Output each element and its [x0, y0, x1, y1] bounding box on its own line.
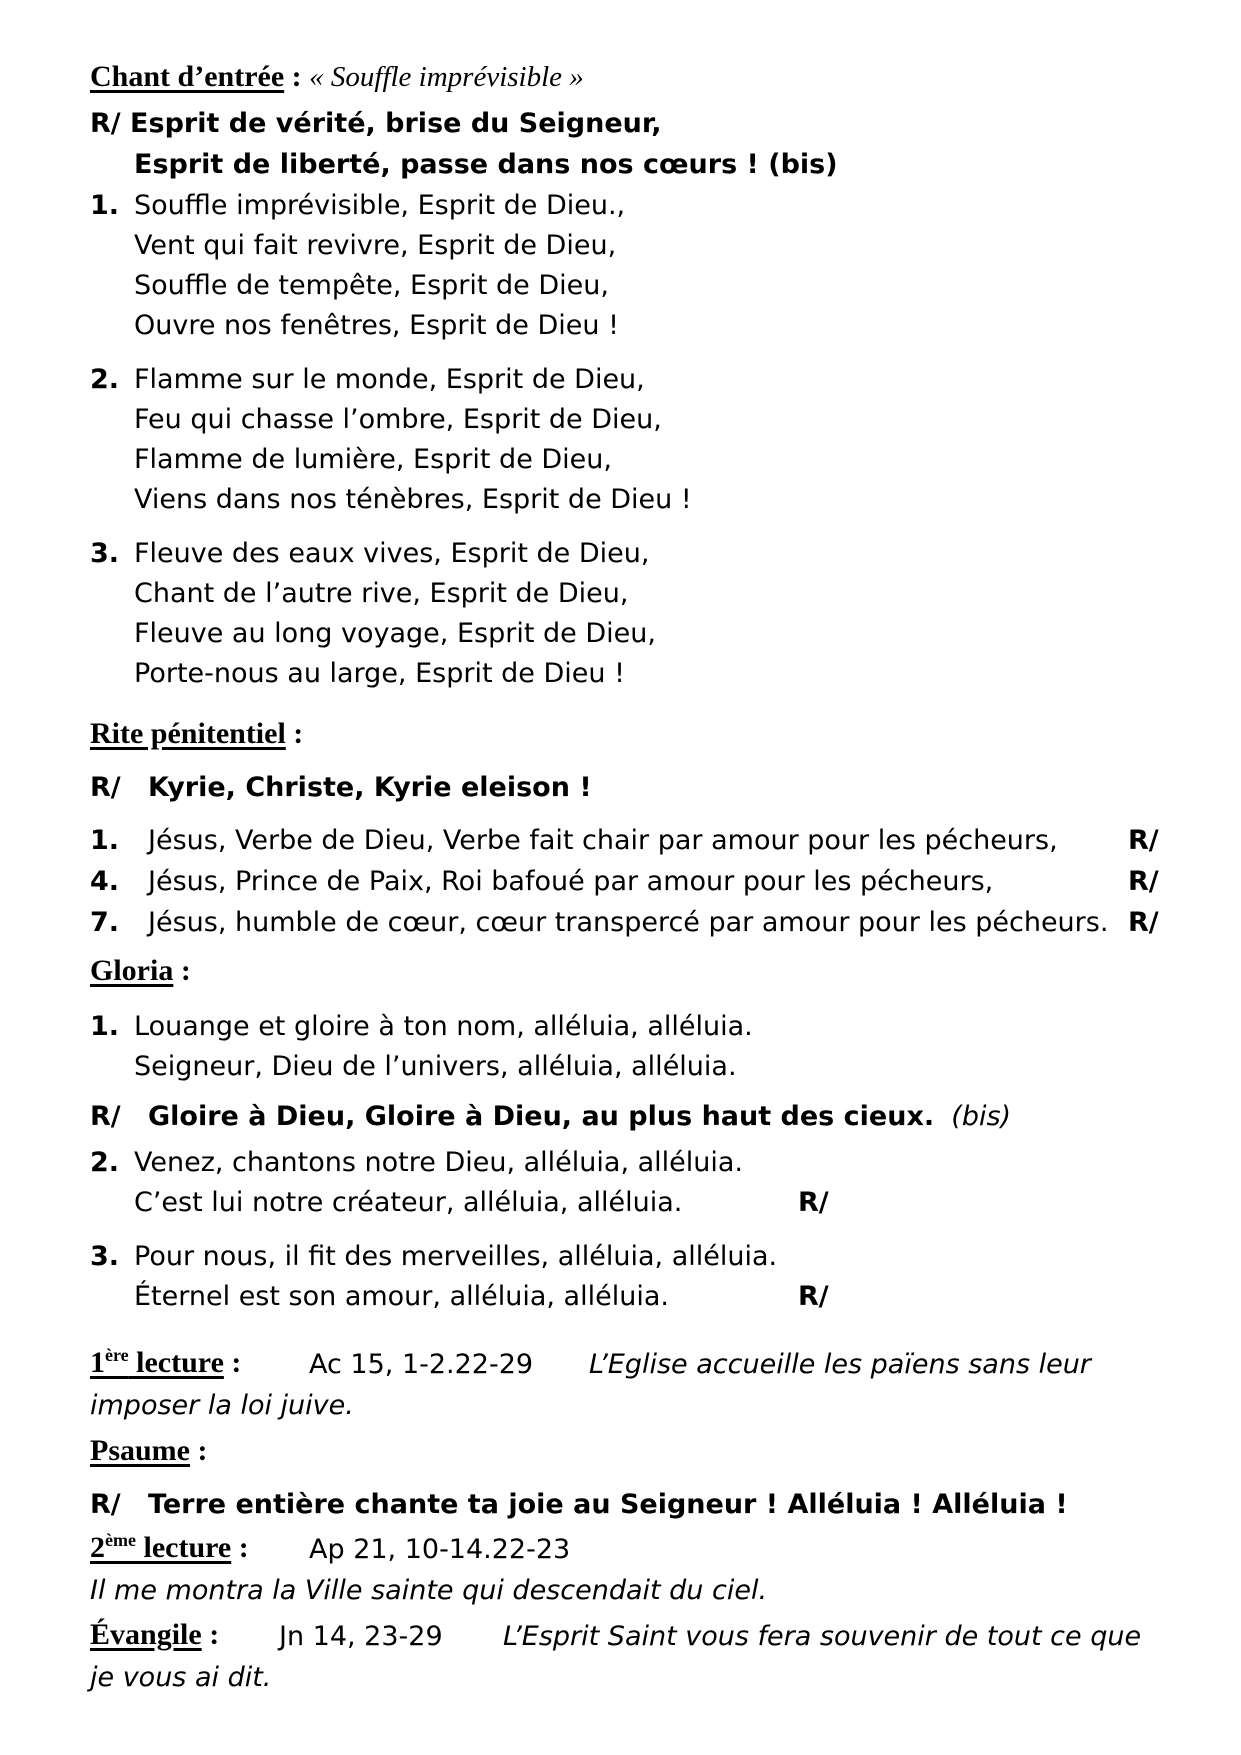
- lecture2-num: 2: [90, 1531, 105, 1564]
- gloria-verse-1-line-1: Louange et gloire à ton nom, alléluia, alléluia.: [134, 1011, 753, 1042]
- gloria-heading-row: [90, 954, 191, 988]
- entree-verse-1-line-1: Souffle imprévisible, Esprit de Dieu.,: [134, 190, 626, 221]
- penitentiel-item-1-text: Jésus, Verbe de Dieu, Verbe fait chair par amour pour les pécheurs,: [148, 825, 1058, 856]
- lecture1-sup: ère: [105, 1345, 129, 1365]
- psaume-heading: Psaume: [90, 1434, 190, 1467]
- entree-verse-1-num: 1.: [90, 190, 120, 221]
- evangile-heading: Évangile: [90, 1618, 202, 1651]
- lecture1-summary-2: imposer la loi juive.: [90, 1390, 354, 1421]
- penitentiel-item-2-num: 4.: [90, 866, 120, 897]
- lecture2-heading-row: [90, 1531, 249, 1565]
- penitentiel-item-2-text: Jésus, Prince de Paix, Roi bafoué par amour pour les pécheurs,: [148, 866, 994, 897]
- entree-verse-3-line-4: Porte-nous au large, Esprit de Dieu !: [134, 658, 625, 689]
- gloria-verse-3-line-1: Pour nous, il fit des merveilles, alléluia, alléluia.: [134, 1241, 778, 1272]
- penitentiel-heading: Rite pénitentiel: [90, 717, 286, 750]
- entree-refrain-1: R/ Esprit de vérité, brise du Seigneur,: [90, 108, 662, 139]
- gloria-verse-1-line-2: Seigneur, Dieu de l’univers, alléluia, alléluia.: [134, 1051, 737, 1082]
- gloria-verse-2-num: 2.: [90, 1147, 120, 1178]
- gloria-verse-3-num: 3.: [90, 1241, 120, 1272]
- penitentiel-item-3-r: R/: [1128, 907, 1159, 938]
- gloria-heading: Gloria: [90, 954, 174, 987]
- evangile-summary-2: je vous ai dit.: [90, 1662, 272, 1693]
- penitentiel-item-3-num: 7.: [90, 907, 120, 938]
- gloria-refrain: Gloire à Dieu, Gloire à Dieu, au plus haut des cieux.: [148, 1101, 935, 1132]
- entree-heading: Chant d’entrée: [90, 60, 285, 93]
- lecture1-heading: [90, 1346, 224, 1379]
- gloria-verse-3-r: R/: [798, 1281, 829, 1312]
- entree-refrain-2: Esprit de liberté, passe dans nos cœurs ! (bis): [134, 149, 838, 180]
- entree-verse-1-line-4: Ouvre nos fenêtres, Esprit de Dieu !: [134, 310, 619, 341]
- lecture1-num: 1: [90, 1346, 105, 1379]
- entree-verse-2-num: 2.: [90, 364, 120, 395]
- lecture1-ref: Ac 15, 1-2.22-29: [309, 1349, 534, 1380]
- penitentiel-heading-row: [90, 717, 303, 751]
- psaume-heading-row: [90, 1434, 208, 1468]
- entree-verse-1-line-2: Vent qui fait revivre, Esprit de Dieu,: [134, 230, 617, 261]
- lecture2-colon: :: [231, 1531, 249, 1564]
- entree-verse-1-line-3: Souffle de tempête, Esprit de Dieu,: [134, 270, 609, 301]
- lecture2-summary: Il me montra la Ville sainte qui descendait du ciel.: [90, 1575, 768, 1606]
- evangile-ref: Jn 14, 23-29: [279, 1621, 443, 1652]
- gloria-verse-2-line-2: C’est lui notre créateur, alléluia, alléluia.: [134, 1187, 683, 1218]
- gloria-refrain-label: R/: [90, 1101, 121, 1132]
- lecture1-word: lecture: [128, 1346, 224, 1379]
- gloria-verse-2-line-1: Venez, chantons notre Dieu, alléluia, alléluia.: [134, 1147, 744, 1178]
- entree-verse-3-num: 3.: [90, 538, 120, 569]
- lecture2-word: lecture: [135, 1531, 232, 1564]
- gloria-refrain-row: [148, 1100, 1011, 1134]
- penitentiel-item-2-r: R/: [1128, 866, 1159, 897]
- entree-verse-2-line-2: Feu qui chasse l’ombre, Esprit de Dieu,: [134, 404, 662, 435]
- lecture2-heading: [90, 1531, 231, 1564]
- evangile-summary-1: L’Esprit Saint vous fera souvenir de tout ce que: [503, 1621, 1142, 1652]
- entree-verse-3-line-2: Chant de l’autre rive, Esprit de Dieu,: [134, 578, 629, 609]
- entree-verse-3-line-1: Fleuve des eaux vives, Esprit de Dieu,: [134, 538, 650, 569]
- gloria-verse-2-r: R/: [798, 1187, 829, 1218]
- entree-colon: :: [284, 60, 310, 93]
- penitentiel-item-1-r: R/: [1128, 825, 1159, 856]
- penitentiel-refrain-label: R/: [90, 772, 121, 803]
- lecture1-heading-row: [90, 1346, 241, 1380]
- gloria-verse-1-num: 1.: [90, 1011, 120, 1042]
- lecture2-ref: Ap 21, 10-14.22-23: [309, 1534, 571, 1565]
- lecture1-colon: :: [223, 1346, 242, 1379]
- penitentiel-refrain: Kyrie, Christe, Kyrie eleison !: [148, 772, 592, 803]
- lecture1-summary-1: L’Eglise accueille les païens sans leur: [589, 1349, 1091, 1380]
- penitentiel-item-1-num: 1.: [90, 825, 120, 856]
- psaume-refrain-label: R/: [90, 1489, 121, 1520]
- entree-title: « Souffle imprévisible »: [309, 61, 584, 93]
- penitentiel-item-3-text: Jésus, humble de cœur, cœur transpercé par amour pour les pécheurs.: [148, 907, 1109, 938]
- evangile-colon: :: [201, 1618, 220, 1651]
- psaume-refrain: Terre entière chante ta joie au Seigneur ! Alléluia ! Alléluia !: [148, 1489, 1068, 1520]
- entree-verse-2-line-4: Viens dans nos ténèbres, Esprit de Dieu !: [134, 484, 692, 515]
- evangile-heading-row: [90, 1618, 219, 1652]
- gloria-colon: :: [173, 954, 191, 987]
- lecture2-sup: ème: [105, 1530, 136, 1550]
- entree-verse-2-line-1: Flamme sur le monde, Esprit de Dieu,: [134, 364, 645, 395]
- entree-verse-2-line-3: Flamme de lumière, Esprit de Dieu,: [134, 444, 612, 475]
- gloria-refrain-bis: (bis): [951, 1101, 1012, 1132]
- psaume-colon: :: [190, 1434, 208, 1467]
- gloria-verse-3-line-2: Éternel est son amour, alléluia, alléluia.: [134, 1281, 669, 1312]
- entree-heading-row: [90, 60, 584, 94]
- entree-verse-3-line-3: Fleuve au long voyage, Esprit de Dieu,: [134, 618, 656, 649]
- penitentiel-colon: :: [285, 717, 304, 750]
